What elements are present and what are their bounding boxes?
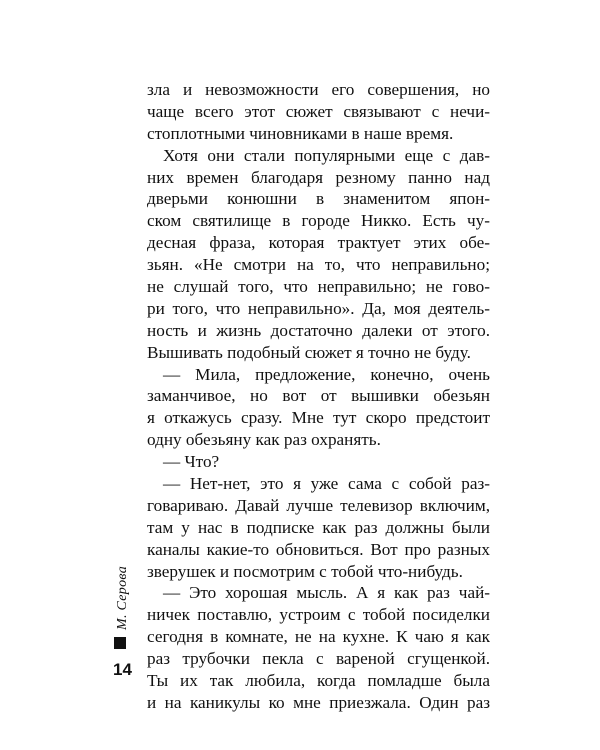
text-line: зла и невозможности его совершения, но [147, 80, 490, 99]
text-line: не слушай того, что неправильно; не гово- [147, 277, 490, 297]
running-head-author: М. Серова [115, 566, 130, 630]
text-line: — Это хорошая мысль. А я как раз чай- [163, 583, 490, 603]
text-line: зверушек и посмотрим с тобой что-нибудь. [147, 561, 463, 581]
text-line: зьян. «Не смотри на то, что неправильно; [147, 255, 490, 275]
text-line: ность и жизнь достаточно далеки от этого. [147, 320, 490, 340]
text-line: десная фраза, которая трактует этих обе- [147, 233, 490, 253]
text-line: ничек поставлю, устроим с тобой посиделки [147, 605, 490, 625]
page-number: 14 [113, 660, 132, 679]
text-line: я откажусь сразу. Мне тут скоро предстоит [147, 408, 490, 428]
text-line: там у нас в подписке как раз должны были [147, 517, 490, 537]
text-line: Вышивать подобный сюжет я точно не буду. [147, 342, 471, 362]
text-line: раз трубочки пекла с вареной сгущенкой. [147, 649, 490, 669]
text-line: дверьми конюшни в знаменитом япон- [147, 189, 490, 209]
text-line: сегодня в комнате, не на кухне. К чаю я как [147, 627, 490, 647]
text-line: Хотя они стали популярными еще с дав- [163, 145, 490, 165]
text-line: и на каникулы ко мне приезжала. Один раз [147, 692, 490, 712]
text-line: чаще всего этот сюжет связывают с нечи- [147, 101, 490, 121]
text-line: стоплотными чиновниками в наше время. [147, 123, 454, 143]
text-line: — Нет-нет, это я уже сама с собой раз- [163, 474, 490, 494]
text-line: ри того, что неправильно». Да, моя деятель- [147, 298, 490, 318]
body-text [147, 79, 490, 714]
text-line: Ты их так любила, когда помладше была [147, 671, 490, 691]
text-line: заманчивое, но вот от вышивки обезьян [147, 386, 490, 406]
text-line: каналы какие-то обновиться. Вот про разных [147, 539, 490, 559]
text-line: ском святилище в городе Никко. Есть чу- [147, 211, 490, 231]
text-line: одну обезьяну как раз охранять. [147, 430, 381, 450]
text-line: — Что? [163, 452, 220, 472]
text-line: говариваю. Давай лучше телевизор включим, [147, 495, 490, 515]
text-line: них времен благодаря резному панно над [147, 167, 490, 187]
text-line: — Мила, предложение, конечно, очень [163, 364, 490, 384]
folio-marker-square [114, 637, 126, 649]
